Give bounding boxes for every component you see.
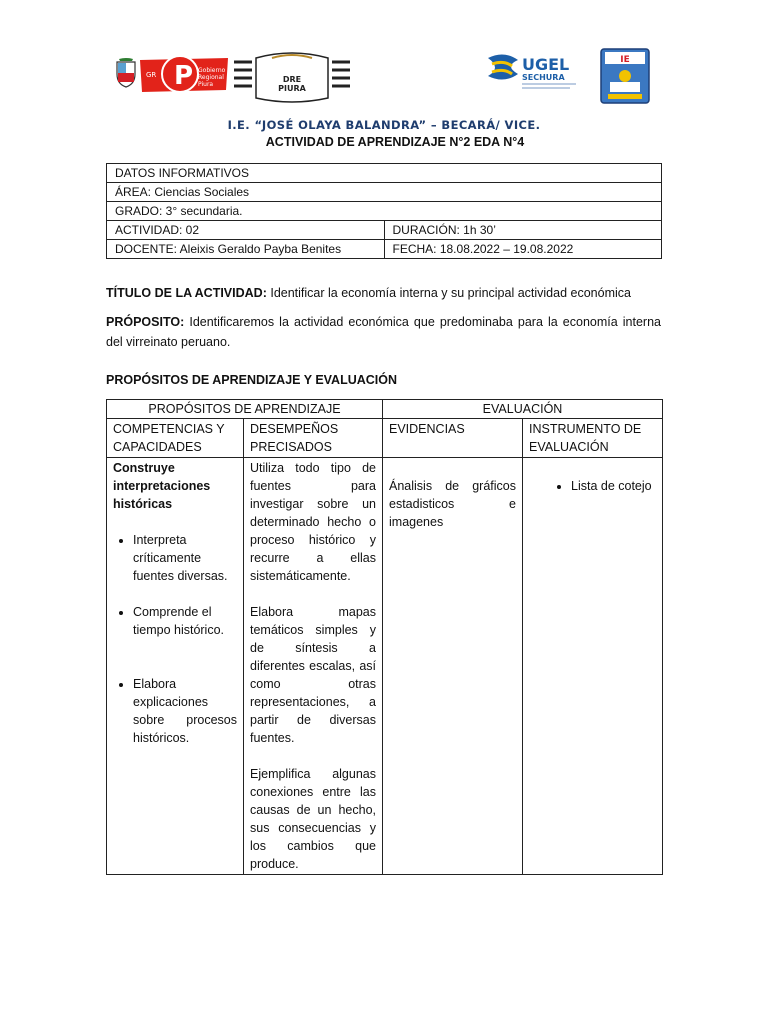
header-propositos: PROPÓSITOS DE APRENDIZAJE	[107, 400, 383, 419]
ie-school-badge	[600, 48, 650, 104]
datos-area: ÁREA: Ciencias Sociales	[107, 183, 662, 202]
propositos-table	[106, 399, 663, 875]
desempeno-item: Ejemplifica algunas conexiones entre las causas de un hecho, sus consecuencias y los cambios que produce.	[250, 767, 376, 871]
header-competencias: COMPETENCIAS Y CAPACIDADES	[107, 419, 244, 458]
logo-bar	[0, 44, 768, 108]
desempeno-item: Elabora mapas temáticos simples y de síntesis a diferentes escalas, así como otras representaciones, a partir de diversas fuentes.	[250, 605, 376, 745]
svg-text:IE: IE	[620, 55, 630, 65]
proposito-label: PRÓPOSITO:	[106, 315, 185, 329]
list-item: • Elabora explicaciones sobre procesos históricos.	[133, 675, 237, 747]
purpose-paragraph	[106, 312, 661, 352]
ugel-sechura-logo	[484, 50, 580, 92]
datos-fecha: FECHA: 18.08.2022 – 19.08.2022	[384, 240, 662, 259]
competencias-cell	[107, 458, 244, 875]
svg-text:PIURA: PIURA	[278, 84, 306, 93]
svg-text:P: P	[174, 61, 194, 91]
datos-heading: DATOS INFORMATIVOS	[107, 164, 662, 183]
datos-informativos-table	[106, 163, 662, 259]
capacidades-list-3	[113, 675, 237, 747]
gore-text-3: Piura	[198, 81, 214, 88]
peru-shield-logo	[115, 58, 137, 88]
titulo-text: Identificar la economía interna y su principal actividad económica	[266, 286, 631, 300]
competencia-title: Construye interpretaciones históricas	[113, 461, 211, 511]
gore-text-2: Regional	[198, 74, 224, 81]
proposito-text: Identificaremos la actividad económica que predominaba para la economía interna del virreinato peruano.	[106, 315, 661, 349]
gore-text-1: Gobierno	[198, 67, 226, 74]
propositos-heading: PROPÓSITOS DE APRENDIZAJE Y EVALUACIÓN	[106, 373, 398, 387]
instrumento-cell	[523, 458, 663, 875]
svg-text:GR: GR	[146, 71, 157, 79]
titulo-label: TÍTULO DE LA ACTIVIDAD:	[106, 286, 267, 300]
evidencia-text: Ánalisis de gráficos estadisticos e imagenes	[389, 479, 516, 529]
datos-docente: DOCENTE: Aleixis Geraldo Payba Benites	[107, 240, 385, 259]
instrumento-list	[529, 477, 656, 495]
svg-text:SECHURA: SECHURA	[522, 73, 565, 82]
datos-grado: GRADO: 3° secundaria.	[107, 202, 662, 221]
list-item: • Lista de cotejo	[571, 477, 656, 495]
evidencias-cell	[383, 458, 523, 875]
header-evaluacion: EVALUACIÓN	[383, 400, 663, 419]
school-name: I.E. “JOSÉ OLAYA BALANDRA” – BECARÁ/ VICE.	[227, 118, 541, 132]
activity-title: ACTIVIDAD DE APRENDIZAJE N°2 EDA N°4	[265, 135, 525, 149]
capacidades-list	[113, 531, 237, 585]
list-item: • Interpreta críticamente fuentes diversas.	[133, 531, 237, 585]
header-desempenos: DESEMPEÑOS PRECISADOS	[244, 419, 383, 458]
svg-text:UGEL: UGEL	[522, 55, 570, 74]
capacidades-list-2	[113, 603, 237, 639]
activity-heading	[106, 283, 661, 303]
gobierno-regional-logo	[140, 52, 228, 96]
list-item: • Comprende el tiempo histórico.	[133, 603, 237, 639]
datos-actividad: ACTIVIDAD: 02	[107, 221, 385, 240]
dre-piura-logo	[232, 48, 352, 106]
header-instrumento: INSTRUMENTO DE EVALUACIÓN	[523, 419, 663, 458]
desempeno-item: Utiliza todo tipo de fuentes para investigar sobre un determinado hecho o proceso histórico y recurre a ellas sistemáticamente.	[250, 461, 376, 583]
datos-duracion: DURACIÓN: 1h 30’	[384, 221, 662, 240]
desempenos-cell	[244, 458, 383, 875]
svg-text:DRE: DRE	[282, 75, 302, 84]
header-evidencias: EVIDENCIAS	[383, 419, 523, 458]
